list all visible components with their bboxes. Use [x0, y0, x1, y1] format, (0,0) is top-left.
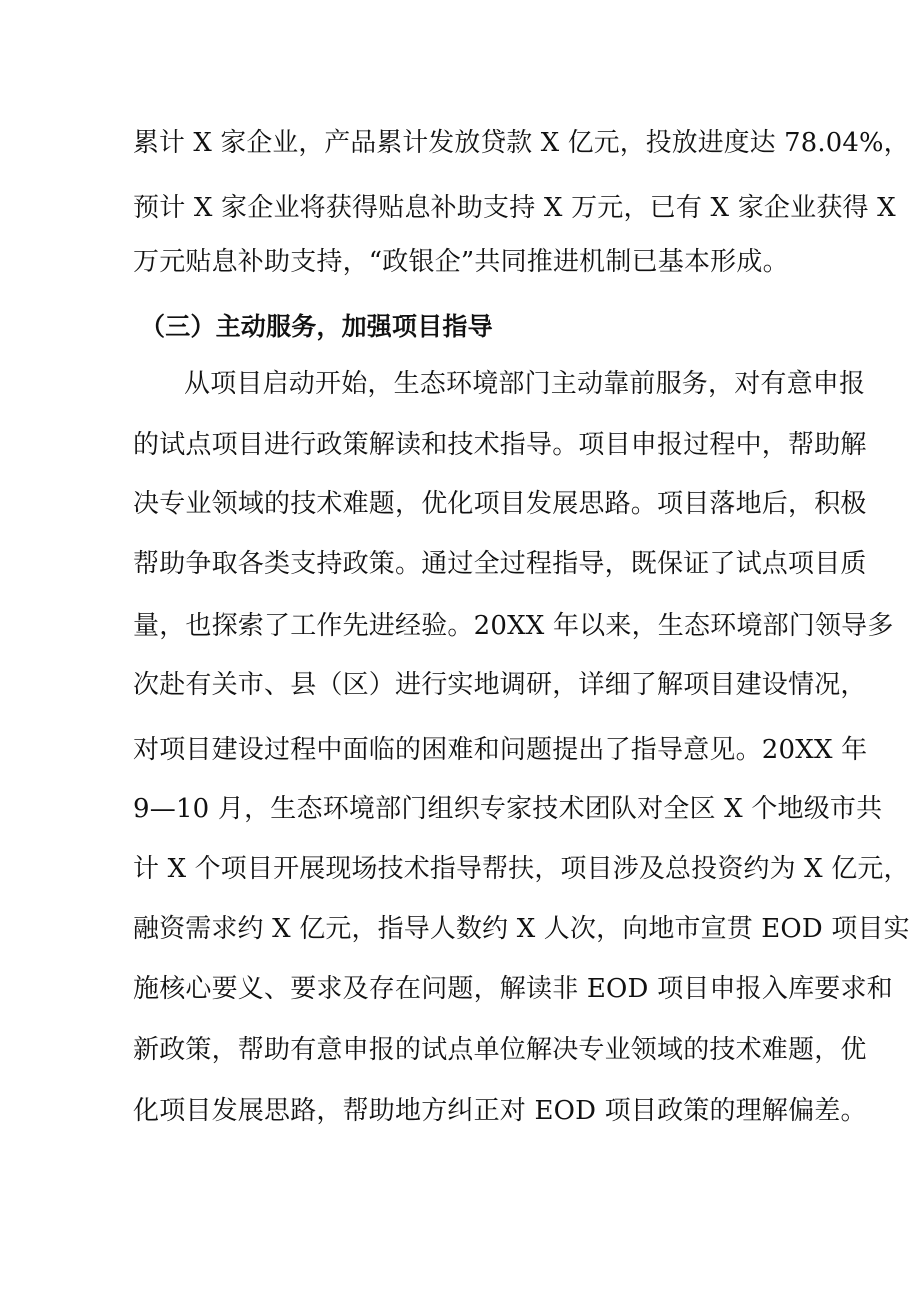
- paragraph-1-line: 预计 X 家企业将获得贴息补助支持 X 万元，已有 X 家企业获得 X: [133, 193, 896, 223]
- paragraph-2-line: 9—10 月，生态环境部门组织专家技术团队对全区 X 个地级市共: [133, 794, 883, 824]
- paragraph-2-line: 决专业领域的技术难题，优化项目发展思路。项目落地后，积极: [133, 489, 867, 519]
- paragraph-2-line: 计 X 个项目开展现场技术指导帮扶，项目涉及总投资约为 X 亿元，: [133, 854, 910, 884]
- paragraph-1-line: 万元贴息补助支持，“政银企”共同推进机制已基本形成。: [133, 247, 789, 277]
- paragraph-1-line: 累计 X 家企业，产品累计发放贷款 X 亿元，投放进度达 78.04%，: [133, 128, 910, 158]
- section-heading: （三）主动服务，加强项目指导: [140, 312, 493, 341]
- paragraph-2-line: 新政策，帮助有意申报的试点单位解决专业领域的技术难题，优: [133, 1035, 867, 1065]
- paragraph-2-line: 帮助争取各类支持政策。通过全过程指导，既保证了试点项目质: [133, 549, 867, 579]
- paragraph-2-line: 融资需求约 X 亿元，指导人数约 X 人次，向地市宣贯 EOD 项目实: [133, 914, 910, 944]
- paragraph-2-line: 化项目发展思路，帮助地方纠正对 EOD 项目政策的理解偏差。: [133, 1096, 867, 1126]
- paragraph-2-line: 的试点项目进行政策解读和技术指导。项目申报过程中，帮助解: [133, 430, 867, 460]
- paragraph-2-line: 量，也探索了工作先进经验。20XX 年以来，生态环境部门领导多: [133, 611, 894, 641]
- paragraph-2-line: 次赴有关市、县（区）进行实地调研，详细了解项目建设情况，: [133, 670, 867, 700]
- paragraph-2-line: 对项目建设过程中面临的困难和问题提出了指导意见。20XX 年: [133, 735, 868, 765]
- paragraph-2-line: 从项目启动开始，生态环境部门主动靠前服务，对有意申报: [184, 369, 866, 399]
- paragraph-2-line: 施核心要义、要求及存在问题，解读非 EOD 项目申报入库要求和: [133, 974, 893, 1004]
